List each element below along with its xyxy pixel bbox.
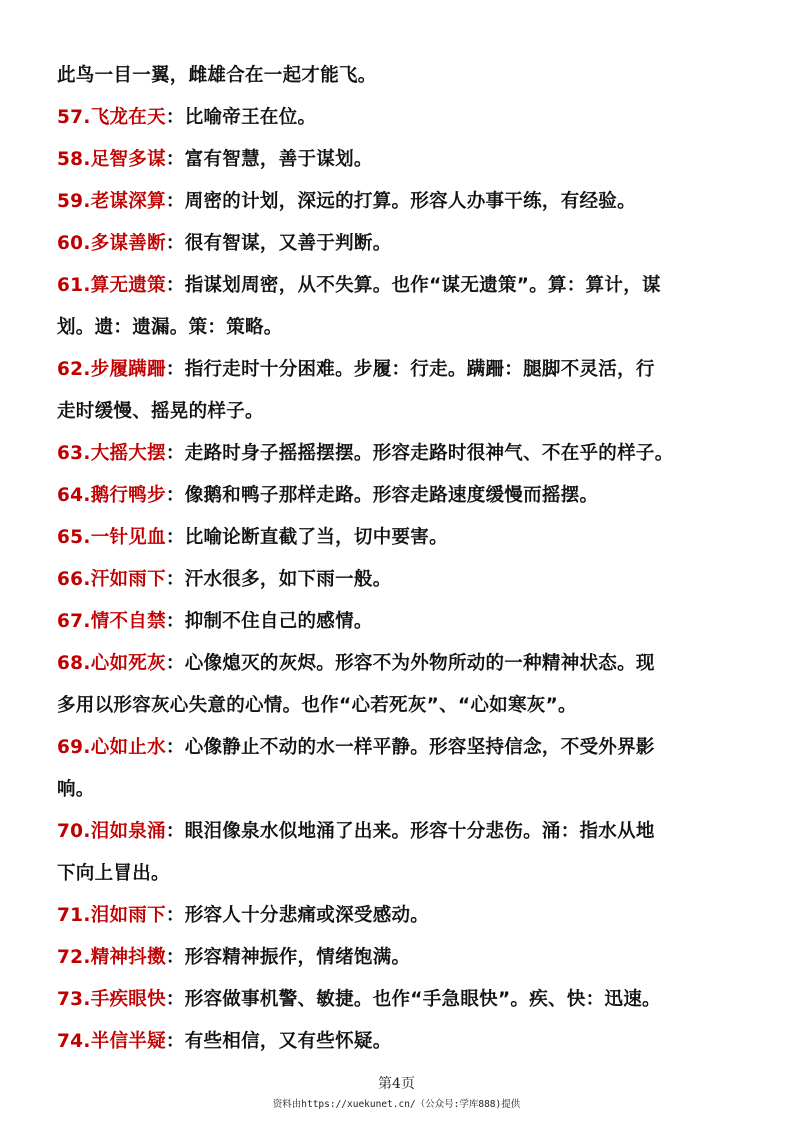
idiom-definition: ：形容做事机警、敏捷。也作“手急眼快”。疾、快：迅速。 (165, 989, 661, 1010)
idiom-definition: ：形容人十分悲痛或深受感动。 (165, 905, 430, 926)
idiom-definition: ：比喻论断直截了当，切中要害。 (165, 527, 448, 548)
entry-number: 67. (57, 611, 91, 632)
idiom-definition: ：走路时身子摇摇摆摆。形容走路时很神气、不在乎的样子。 (165, 443, 674, 464)
idiom-definition: ：形容精神振作，情绪饱满。 (165, 947, 411, 968)
idiom-term: 鹅行鸭步 (90, 485, 166, 506)
idiom-term: 心如死灰 (90, 653, 166, 674)
entry-number: 69. (57, 737, 91, 758)
idiom-term: 步履蹒跚 (90, 359, 166, 380)
idiom-entry (57, 358, 743, 382)
idiom-term: 一针见血 (90, 527, 166, 548)
idiom-entry (57, 148, 743, 172)
entry-number: 71. (57, 905, 91, 926)
entry-number: 66. (57, 569, 91, 590)
idiom-entry (57, 820, 743, 844)
continuation-line: 划。遗：遗漏。策：策略。 (57, 317, 283, 338)
continuation-line: 下向上冒出。 (57, 863, 170, 884)
entry-number: 64. (57, 485, 91, 506)
continuation-line: 响。 (57, 779, 95, 800)
continuation-line: 此鸟一目一翼，雌雄合在一起才能飞。 (57, 65, 377, 86)
entry-number: 74. (57, 1031, 91, 1052)
idiom-term: 泪如雨下 (90, 905, 166, 926)
idiom-definition: ：抑制不住自己的感情。 (165, 611, 373, 632)
entry-number: 65. (57, 527, 91, 548)
entry-number: 62. (57, 359, 91, 380)
idiom-term: 老谋深算 (90, 191, 166, 212)
entry-number: 63. (57, 443, 91, 464)
idiom-entry (57, 1030, 743, 1054)
idiom-entry (57, 106, 743, 130)
idiom-definition: ：指谋划周密，从不失算。也作“谋无遗策”。算：算计，谋 (165, 275, 661, 296)
entry-number: 72. (57, 947, 91, 968)
idiom-definition: ：周密的计划，深远的打算。形容人办事干练，有经验。 (165, 191, 636, 212)
idiom-term: 精神抖擞 (90, 947, 166, 968)
idiom-entry (57, 484, 743, 508)
idiom-term: 汗如雨下 (90, 569, 166, 590)
idiom-definition: ：很有智谋，又善于判断。 (165, 233, 392, 254)
idiom-term: 半信半疑 (90, 1031, 166, 1052)
idiom-definition: ：眼泪像泉水似地涌了出来。形容十分悲伤。涌：指水从地 (165, 821, 655, 842)
idiom-entry (57, 904, 743, 928)
idiom-term: 情不自禁 (90, 611, 166, 632)
idiom-term: 飞龙在天 (90, 107, 166, 128)
idiom-term: 心如止水 (90, 737, 166, 758)
idiom-entry (57, 988, 743, 1012)
entry-number: 60. (57, 233, 91, 254)
entry-number: 57. (57, 107, 91, 128)
idiom-entry (57, 946, 743, 970)
idiom-entry (57, 736, 743, 760)
idiom-term: 泪如泉涌 (90, 821, 166, 842)
idiom-entry (57, 442, 743, 466)
idiom-definition: ：有些相信，又有些怀疑。 (165, 1031, 392, 1052)
continuation-line: 多用以形容灰心失意的心情。也作“心若死灰”、“心如寒灰”。 (57, 695, 577, 716)
idiom-term: 足智多谋 (90, 149, 166, 170)
continuation-line: 走时缓慢、摇晃的样子。 (57, 401, 264, 422)
idiom-entry (57, 274, 743, 298)
idiom-entry (57, 526, 743, 550)
idiom-term: 手疾眼快 (90, 989, 166, 1010)
idiom-definition: ：心像熄灭的灰烬。形容不为外物所动的一种精神状态。现 (165, 653, 655, 674)
idiom-entry (57, 568, 743, 592)
idiom-definition: ：比喻帝王在位。 (165, 107, 317, 128)
idiom-definition: ：像鹅和鸭子那样走路。形容走路速度缓慢而摇摆。 (165, 485, 599, 506)
entry-number: 58. (57, 149, 91, 170)
idiom-entry (57, 610, 743, 634)
entry-number: 68. (57, 653, 91, 674)
idiom-entry (57, 232, 743, 256)
idiom-definition: ：汗水很多，如下雨一般。 (165, 569, 392, 590)
entry-number: 70. (57, 821, 91, 842)
entry-number: 59. (57, 191, 91, 212)
idiom-entry (57, 190, 743, 214)
source-credit: 资料由https://xuekunet.cn/（公众号:学库888)提供 (272, 1099, 521, 1110)
idiom-definition: ：指行走时十分困难。步履：行走。蹒跚：腿脚不灵活，行 (165, 359, 655, 380)
idiom-definition: ：心像静止不动的水一样平静。形容坚持信念，不受外界影 (165, 737, 655, 758)
idiom-term: 多谋善断 (90, 233, 166, 254)
page-number: 第4页 (378, 1076, 415, 1092)
entry-number: 73. (57, 989, 91, 1010)
idiom-term: 算无遗策 (90, 275, 166, 296)
idiom-term: 大摇大摆 (90, 443, 166, 464)
idiom-entry (57, 652, 743, 676)
idiom-definition: ：富有智慧，善于谋划。 (165, 149, 373, 170)
entry-number: 61. (57, 275, 91, 296)
